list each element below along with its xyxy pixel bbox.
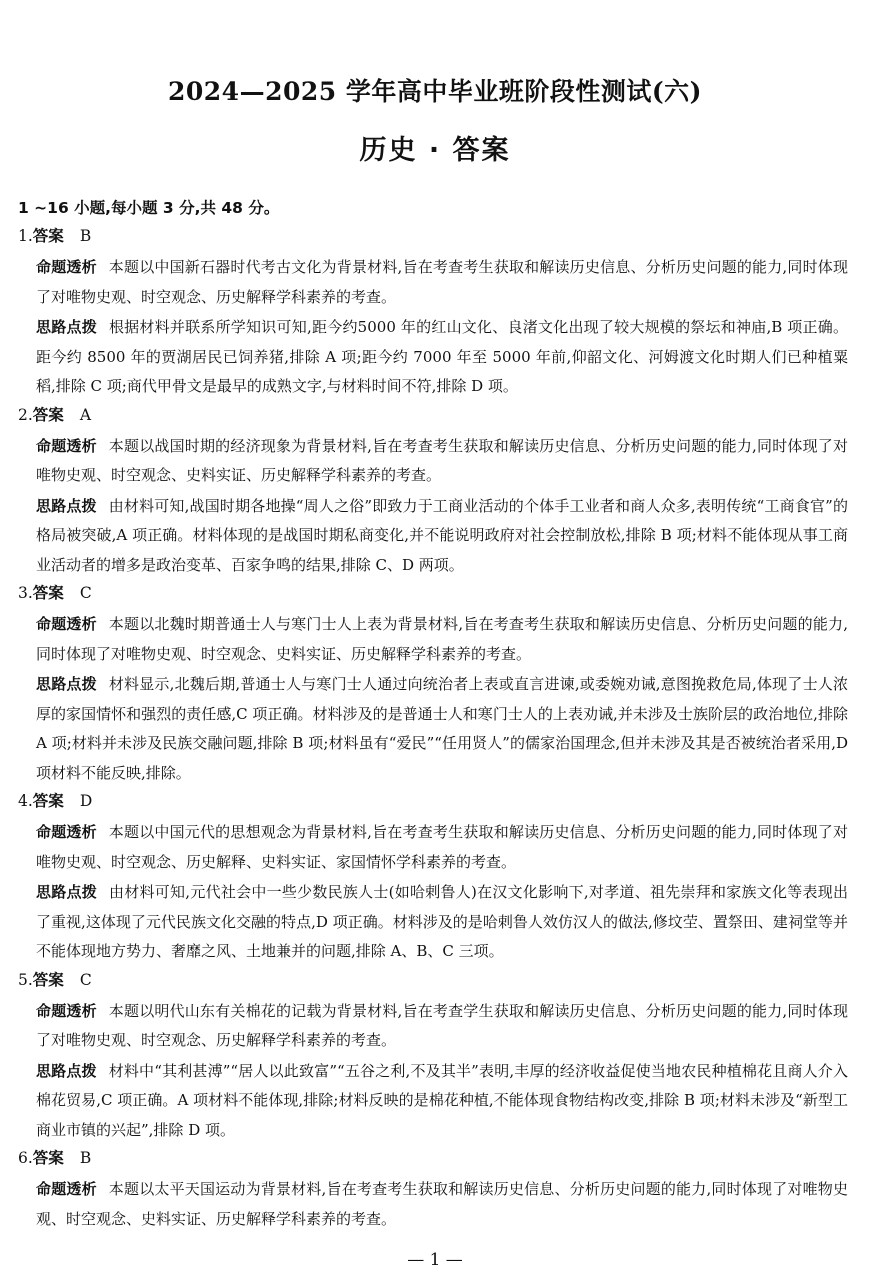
analysis-paragraph bbox=[18, 818, 848, 877]
analysis-label: 命题透析 bbox=[36, 1001, 97, 1020]
hint-label: 思路点拨 bbox=[36, 318, 97, 336]
hint-paragraph bbox=[18, 878, 848, 967]
question-item bbox=[18, 968, 848, 1146]
question-number: 2. bbox=[18, 405, 33, 424]
hint-text: 由材料可知,战国时期各地操“周人之俗”即致力于工商业活动的个体手工业者和商人众多,表明传统“工商食官”的格局被突破,A 项正确。材料体现的是战国时期私商变化,并不能说明政府对社会控制放松,排除 B 项;材料不能体现从事工商业活动者的增多是政治变革、百家争鸣的结果,排除 C、D 两项。 bbox=[36, 496, 848, 574]
hint-label: 思路点拨 bbox=[36, 675, 97, 693]
page-subtitle: 历史 · 答案 bbox=[359, 135, 511, 166]
hint-paragraph bbox=[18, 1057, 848, 1146]
analysis-text: 本题以明代山东有关棉花的记载为背景材料,旨在考查学生获取和解读历史信息、分析历史问题的能力,同时体现了对唯物史观、时空观念、历史解释学科素养的考查。 bbox=[36, 1001, 848, 1049]
question-header bbox=[18, 224, 848, 253]
answer-value: B bbox=[79, 227, 92, 245]
hint-label: 思路点拨 bbox=[36, 883, 98, 901]
analysis-label: 命题透析 bbox=[36, 615, 97, 633]
question-number: 3. bbox=[18, 584, 33, 602]
answer-content bbox=[18, 196, 848, 1235]
analysis-paragraph bbox=[18, 1175, 848, 1234]
analysis-text: 本题以中国元代的思想观念为背景材料,旨在考查考生获取和解读历史信息、分析历史问题的能力,同时体现了对唯物史观、时空观念、历史解释、史料实证、家国情怀学科素养的考查。 bbox=[36, 823, 848, 871]
hint-paragraph bbox=[18, 492, 848, 581]
answer-value: B bbox=[79, 1149, 92, 1167]
analysis-label: 命题透析 bbox=[36, 436, 97, 455]
answer-value: A bbox=[79, 405, 92, 424]
analysis-paragraph bbox=[18, 253, 848, 312]
analysis-paragraph bbox=[18, 997, 848, 1056]
hint-label: 思路点拨 bbox=[36, 496, 97, 515]
analysis-text: 本题以中国新石器时代考古文化为背景材料,旨在考查考生获取和解读历史信息、分析历史问题的能力,同时体现了对唯物史观、时空观念、历史解释学科素养的考查。 bbox=[36, 258, 848, 306]
answer-label: 答案 bbox=[32, 227, 64, 245]
answer-label: 答案 bbox=[32, 970, 64, 989]
analysis-label: 命题透析 bbox=[36, 258, 97, 276]
question-number: 5. bbox=[18, 970, 33, 989]
question-header bbox=[18, 789, 848, 818]
analysis-text: 本题以太平天国运动为背景材料,旨在考查考生获取和解读历史信息、分析历史问题的能力,同时体现了对唯物史观、时空观念、史料实证、历史解释学科素养的考查。 bbox=[36, 1180, 848, 1228]
question-item bbox=[18, 1146, 848, 1234]
hint-text: 材料中“其利甚溥”“居人以此致富”“五谷之利,不及其半”表明,丰厚的经济收益促使当地农民种植棉花且商人介入棉花贸易,C 项正确。A 项材料不能体现,排除;材料反映的是棉花种植,不能体现食物结构改变,排除 B 项;材料未涉及“新型工商业市镇的兴起”,排除 D 项。 bbox=[36, 1061, 848, 1139]
analysis-label: 命题透析 bbox=[36, 823, 97, 841]
hint-text: 根据材料并联系所学知识可知,距今约5000 年的红山文化、良渚文化出现了较大规模的祭坛和神庙,B 项正确。距今约 8500 年的贾湖居民已饲养猪,排除 A 项;距今约 7000 年至 5000 年前,仰韶文化、河姆渡文化时期人们已种植粟稻,排除 C 项;商代甲骨文是最早的成熟文字,与材料时间不符,排除 D 项。 bbox=[36, 318, 848, 395]
answer-value: C bbox=[79, 970, 92, 989]
section-intro: 1 ~16 小题,每小题 3 分,共 48 分。 bbox=[18, 199, 280, 217]
analysis-text: 本题以北魏时期普通士人与寒门士人上表为背景材料,旨在考查考生获取和解读历史信息、分析历史问题的能力,同时体现了对唯物史观、时空观念、史料实证、历史解释学科素养的考查。 bbox=[36, 615, 848, 663]
page-number: — 1 — bbox=[407, 1250, 463, 1270]
hint-paragraph bbox=[18, 313, 848, 402]
question-item bbox=[18, 789, 848, 967]
answer-label: 答案 bbox=[32, 405, 64, 424]
answer-label: 答案 bbox=[32, 584, 64, 602]
analysis-paragraph bbox=[18, 610, 848, 669]
question-header bbox=[18, 968, 848, 997]
analysis-text: 本题以战国时期的经济现象为背景材料,旨在考查考生获取和解读历史信息、分析历史问题的能力,同时体现了对唯物史观、时空观念、史料实证、历史解释学科素养的考查。 bbox=[36, 436, 848, 484]
question-item bbox=[18, 224, 848, 402]
question-number: 6. bbox=[18, 1149, 33, 1167]
answer-value: C bbox=[79, 584, 92, 602]
hint-text: 由材料可知,元代社会中一些少数民族人士(如哈剌鲁人)在汉文化影响下,对孝道、祖先崇拜和家族文化等表现出了重视,这体现了元代民族文化交融的特点,D 项正确。材料涉及的是哈剌鲁人效仿汉人的做法,修坟茔、置祭田、建祠堂等并不能体现地方势力、奢靡之风、土地兼并的问题,排除 A、B、C 三项。 bbox=[36, 883, 848, 960]
question-header bbox=[18, 581, 848, 610]
question-header bbox=[18, 403, 848, 432]
analysis-label: 命题透析 bbox=[36, 1180, 97, 1198]
page-title: 2024—2025 学年高中毕业班阶段性测试(六) bbox=[167, 77, 703, 106]
question-item bbox=[18, 581, 848, 788]
analysis-paragraph bbox=[18, 432, 848, 491]
hint-label: 思路点拨 bbox=[36, 1061, 97, 1080]
question-list bbox=[18, 224, 848, 1234]
answer-value: D bbox=[79, 792, 93, 810]
question-number: 1. bbox=[18, 227, 33, 245]
answer-label: 答案 bbox=[32, 1149, 64, 1167]
question-number: 4. bbox=[18, 792, 33, 810]
answer-label: 答案 bbox=[32, 792, 64, 810]
question-header bbox=[18, 1146, 848, 1175]
hint-text: 材料显示,北魏后期,普通士人与寒门士人通过向统治者上表或直言进谏,或委婉劝诫,意图挽救危局,体现了士人浓厚的家国情怀和强烈的责任感,C 项正确。材料涉及的是普通士人和寒门士人的上表劝诫,并未涉及士族阶层的政治地位,排除 A 项;材料并未涉及民族交融问题,排除 B 项;材料虽有“爱民”“任用贤人”的儒家治国理念,但并未涉及其是否被统治者采用,D 项材料不能反映,排除。 bbox=[36, 675, 848, 782]
question-item bbox=[18, 403, 848, 581]
hint-paragraph bbox=[18, 670, 848, 788]
